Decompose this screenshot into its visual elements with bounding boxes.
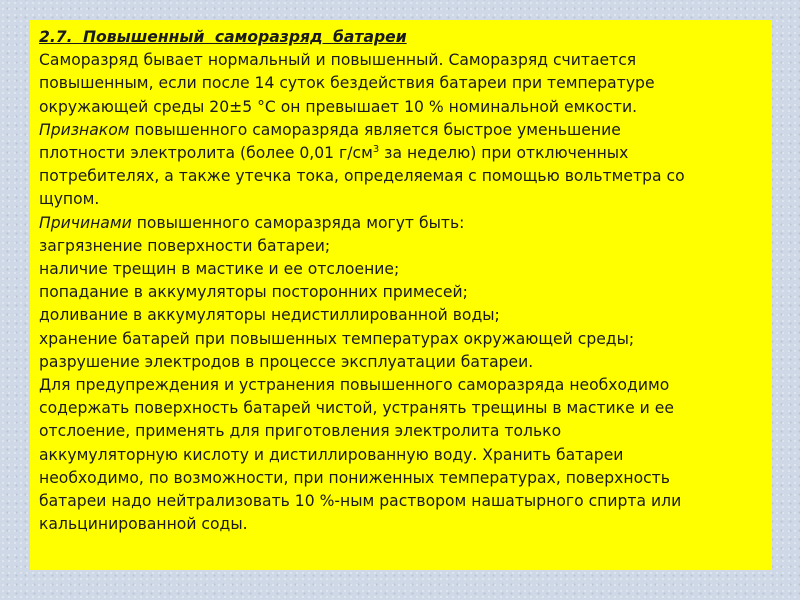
text-line: кальцинированной соды. [39,515,248,534]
text-fragment: плотности электролита (более 0,01 г/см [39,144,373,163]
paragraph-causes [39,212,764,374]
cause-item: разрушение электродов в процессе эксплуатации батареи. [39,352,534,371]
paragraph-signs [39,119,764,212]
text-line: необходимо, по возможности, при пониженных температурах, поверхность [39,468,670,487]
causes-intro [39,212,764,235]
slide-content-panel [30,20,772,570]
text-line: батареи надо нейтрализовать 10 %-ным раствором нашатырного спирта или [39,492,682,511]
paragraph-definition [39,49,764,119]
text-line: окружающей среды 20±5 °С он превышает 10 % номинальной емкости. [39,97,638,116]
text-line: Для предупреждения и устранения повышенного саморазряда необходимо [39,376,670,395]
cause-item: доливание в аккумуляторы недистиллированной воды; [39,306,500,325]
text-line [39,142,764,165]
cause-item: попадание в аккумуляторы посторонних примесей; [39,283,468,302]
text-line: щупом. [39,190,100,209]
paragraph-prevention [39,374,764,536]
cause-item: загрязнение поверхности батареи; [39,236,331,255]
superscript-exponent: 3 [372,144,380,156]
text-line: отслоение, применять для приготовления электролита только [39,422,562,441]
signs-lead-word: Признаком [39,120,130,139]
causes-lead-word: Причинами [39,213,132,232]
text-line [39,119,764,142]
text-fragment: повышенного саморазряда могут быть: [131,213,465,232]
text-fragment: за неделю) при отключенных [379,144,629,163]
text-line: содержать поверхность батарей чистой, устранять трещины в мастике и ее [39,399,674,418]
text-line: аккумуляторную кислоту и дистиллированную воду. Хранить батареи [39,445,624,464]
text-line: потребителях, а также утечка тока, определяемая с помощью вольтметра со [39,167,685,186]
text-line: повышенным, если после 14 суток бездействия батареи при температуре [39,74,655,93]
cause-item: наличие трещин в мастике и ее отслоение; [39,260,400,279]
section-heading: 2.7. Повышенный саморазряд батареи [39,28,407,46]
text-fragment: повышенного саморазряда является быстрое уменьшение [129,120,621,139]
cause-item: хранение батарей при повышенных температурах окружающей среды; [39,329,635,348]
text-line: Саморазряд бывает нормальный и повышенный. Саморазряд считается [39,51,637,70]
